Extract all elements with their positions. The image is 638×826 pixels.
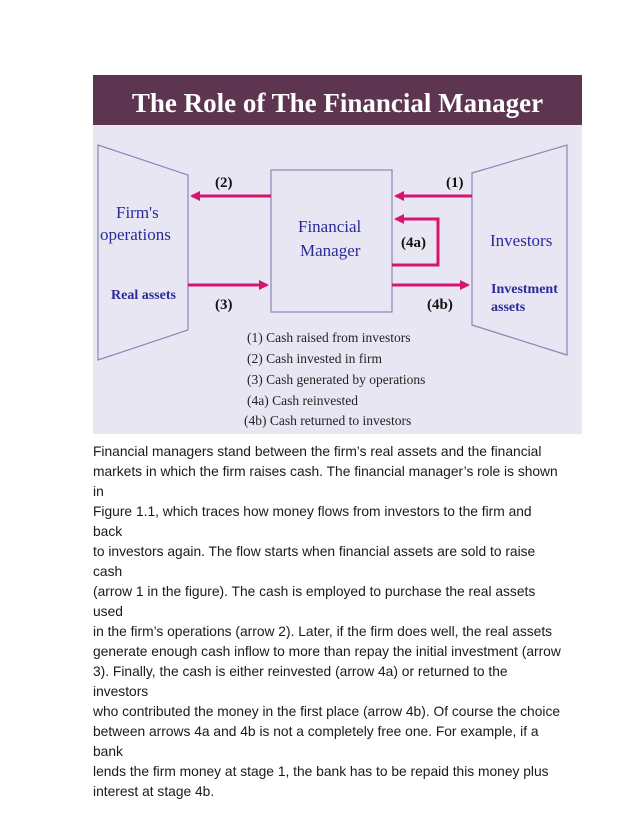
paragraph-line: 3). Finally, the cash is either reinvested (arrow 4a) or returned to the investors (93, 664, 508, 699)
investment-assets-label-2: assets (491, 300, 526, 315)
paragraph-line: Financial managers stand between the firm’s real assets and the financial (93, 444, 542, 459)
paragraph-line: lends the firm money at stage 1, the bank has to be repaid this money plus (93, 764, 549, 779)
paragraph-line: to investors again. The flow starts when financial assets are sold to raise cash (93, 544, 536, 579)
arrow-4a-label: (4a) (401, 235, 426, 251)
firm-label-2: operations (100, 225, 171, 244)
manager-label-2: Manager (300, 241, 361, 260)
slide-header (93, 75, 582, 125)
legend-item-4: (4a) Cash reinvested (247, 393, 358, 408)
paragraph-line: Figure 1.1, which traces how money flows from investors to the firm and back (93, 504, 532, 539)
investors-label: Investors (490, 231, 553, 250)
manager-label-1: Financial (298, 217, 362, 236)
arrow-3-label: (3) (215, 297, 233, 313)
firm-label-1: Firm's (116, 203, 159, 222)
paragraph-line: generate enough cash inflow to more than repay the initial investment (arrow (93, 644, 561, 659)
body-paragraph (93, 442, 563, 802)
paragraph-line: (arrow 1 in the figure). The cash is employed to purchase the real assets used (93, 584, 536, 619)
legend-item-1: (1) Cash raised from investors (247, 330, 411, 345)
paragraph-line: between arrows 4a and 4b is not a completely free one. For example, if a bank (93, 724, 539, 759)
arrow-1-label: (1) (446, 175, 464, 191)
legend-item-2: (2) Cash invested in firm (247, 351, 382, 366)
arrow-4b-label: (4b) (427, 297, 453, 313)
flow-diagram (93, 125, 582, 434)
paragraph-line: who contributed the money in the first place (arrow 4b). Of course the choice (93, 704, 561, 719)
legend-item-5: (4b) Cash returned to investors (244, 413, 412, 428)
slide-figure (93, 75, 582, 434)
legend-item-3: (3) Cash generated by operations (247, 372, 426, 387)
paragraph-line: in the firm’s operations (arrow 2). Later, if the firm does well, the real assets (93, 624, 553, 639)
investment-assets-label-1: Investment (491, 282, 558, 297)
slide-title: The Role of The Financial Manager (131, 88, 544, 118)
paragraph-line: interest at stage 4b. (93, 784, 215, 799)
arrow-2-label: (2) (215, 175, 233, 191)
real-assets-label: Real assets (111, 288, 176, 303)
paragraph-line: markets in which the firm raises cash. The financial manager’s role is shown in (93, 464, 558, 499)
firm-operations-shape (98, 145, 188, 360)
